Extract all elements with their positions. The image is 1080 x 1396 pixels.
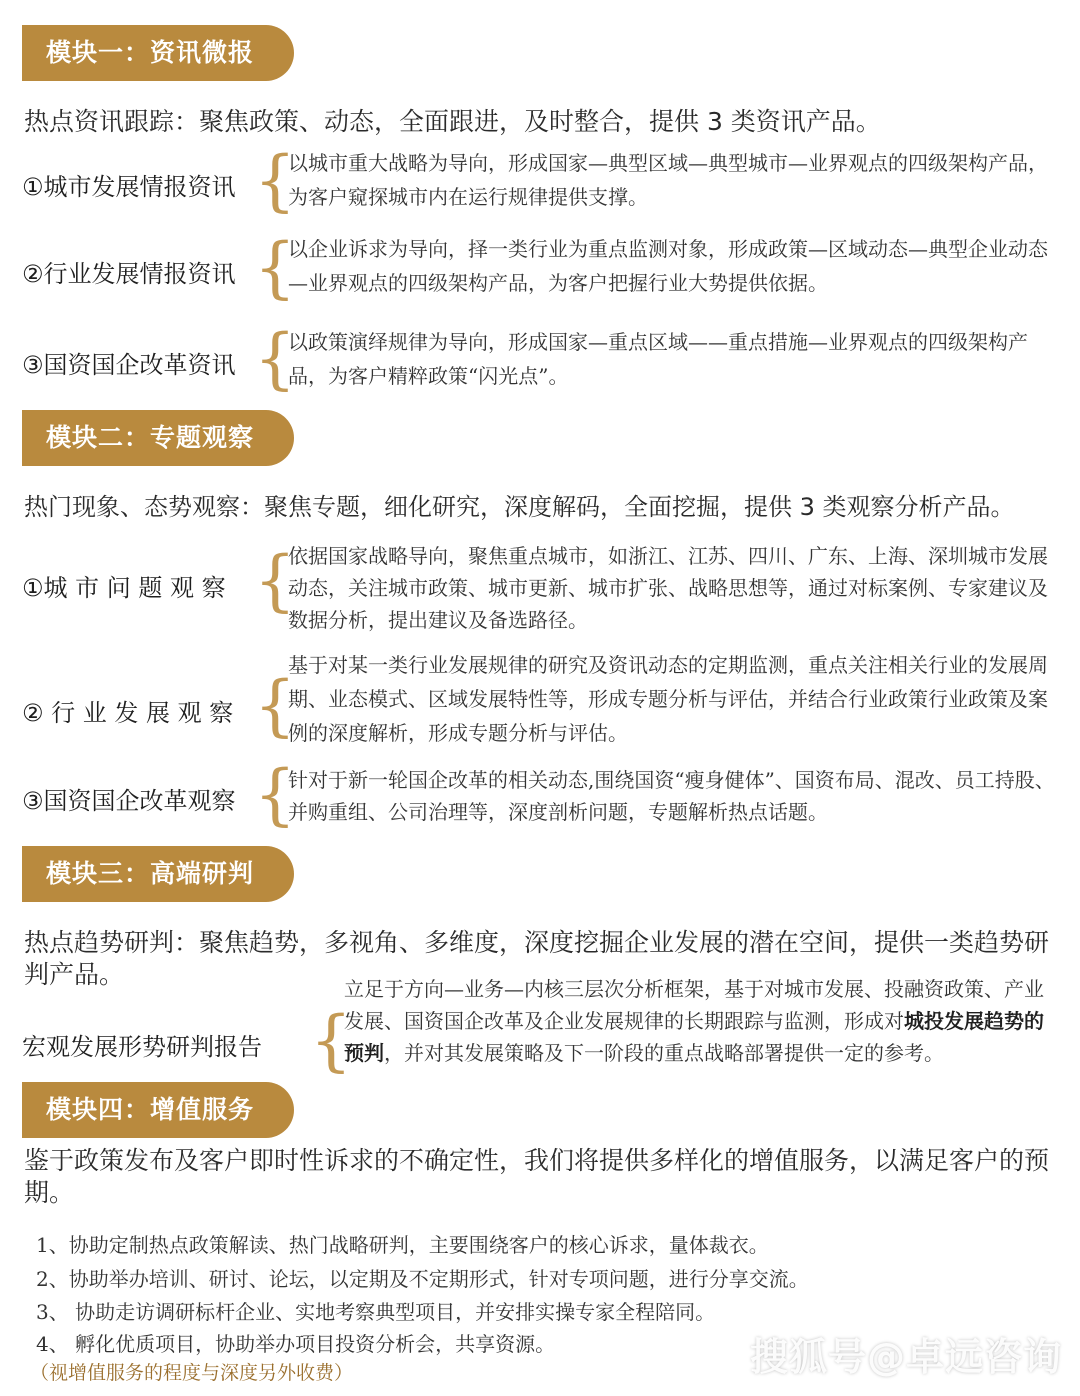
module-1-item-3-desc: 以政策演绎规律为导向，形成国家—重点区域——重点措施—业界观点的四级架构产品，为客户精粹政策“闪光点”。 bbox=[288, 330, 1028, 388]
module-2-item-1-label: ①城 市 问 题 观 察 bbox=[22, 574, 226, 602]
brace-icon: { bbox=[254, 320, 296, 397]
module-3-desc-part-1: 立足于方向—业务—内核三层次分析框架，基于对城市发展、投融资政策、产业发展、国资国企改革及企业发展规律的长期跟踪与监测，形成对 bbox=[344, 977, 1044, 1033]
module-3-desc-part-2: ，并对其发展策略及下一阶段的重点战略部署提供一定的参考。 bbox=[384, 1041, 944, 1065]
module-1-item-2-desc: 以企业诉求为导向，择一类行业为重点监测对象，形成政策—区域动态—典型企业动态—业界观点的四级架构产品，为客户把握行业大势提供依据。 bbox=[288, 237, 1048, 295]
brace-icon: { bbox=[254, 229, 296, 306]
watermark: 搜狐号@卓远咨询 bbox=[749, 1335, 1062, 1379]
module-1-item-1-desc: 以城市重大战略为导向，形成国家—典型区域—典型城市—业界观点的四级架构产品，为客户窥探城市内在运行规律提供支撑。 bbox=[288, 151, 1048, 209]
module-2-item-2-desc: 基于对某一类行业发展规律的研究及资讯动态的定期监测，重点关注相关行业的发展周期、业态模式、区域发展特性等，形成专题分析与评估，并结合行业政策行业政策及案例的深度解析，形成专题分析与评估。 bbox=[288, 653, 1048, 745]
module-2-item-1-desc: 依据国家战略导向，聚焦重点城市，如浙江、江苏、四川、广东、上海、深圳城市发展动态，关注城市政策、城市更新、城市扩张、战略思想等，通过对标案例、专家建议及数据分析，提出建议及备选路径。 bbox=[288, 544, 1048, 632]
module-1-item-1-label: ①城市发展情报资讯 bbox=[22, 173, 236, 201]
module-1-intro: 热点资讯跟踪：聚焦政策、动态，全面跟进，及时整合，提供 3 类资讯产品。 bbox=[24, 107, 881, 136]
brace-icon: { bbox=[310, 1002, 352, 1079]
service-item-1: 1、协助定制热点政策解读、热门战略研判，主要围绕客户的核心诉求，量体裁衣。 bbox=[36, 1233, 769, 1257]
brace-icon: { bbox=[254, 142, 296, 219]
module-4-tag: 模块四：增值服务 bbox=[22, 1082, 294, 1138]
module-2-intro: 热门现象、态势观察：聚焦专题，细化研究，深度解码，全面挖掘，提供 3 类观察分析产品。 bbox=[24, 493, 1015, 521]
module-1-tag: 模块一：资讯微报 bbox=[22, 25, 294, 81]
service-item-2: 2、协助举办培训、研讨、论坛，以定期及不定期形式，针对专项问题，进行分享交流。 bbox=[36, 1267, 809, 1291]
brace-icon: { bbox=[254, 542, 296, 619]
module-3-tag: 模块三：高端研判 bbox=[22, 846, 294, 902]
module-2-tag: 模块二：专题观察 bbox=[22, 410, 294, 466]
service-item-4: 4、 孵化优质项目，协助举办项目投资分析会，共享资源。 bbox=[36, 1332, 556, 1356]
module-2-item-3-label: ③国资国企改革观察 bbox=[22, 787, 236, 815]
module-4-intro: 鉴于政策发布及客户即时性诉求的不确定性，我们将提供多样化的增值服务，以满足客户的预期。 bbox=[24, 1146, 1050, 1207]
module-1-item-2-label: ②行业发展情报资讯 bbox=[22, 260, 236, 288]
module-2-item-3-desc: 针对于新一轮国企改革的相关动态,围绕国资“瘦身健体”、国资布局、混改、员工持股、并购重组、公司治理等，深度剖析问题，专题解析热点话题。 bbox=[288, 768, 1055, 824]
module-1-item-3-label: ③国资国企改革资讯 bbox=[22, 351, 236, 379]
module-3-intro: 热点趋势研判：聚焦趋势，多视角、多维度，深度挖掘企业发展的潜在空间，提供一类趋势研判产品。 bbox=[24, 928, 1050, 989]
brace-icon: { bbox=[254, 667, 296, 744]
module-3-desc-highlight: 城投发展趋势的预判 bbox=[344, 1009, 1044, 1065]
brace-icon: { bbox=[254, 756, 296, 833]
fee-note: （视增值服务的程度与深度另外收费） bbox=[30, 1362, 354, 1384]
service-item-3: 3、 协助走访调研标杆企业、实地考察典型项目，并安排实操专家全程陪同。 bbox=[36, 1300, 716, 1324]
module-3-item-1-label: 宏观发展形势研判报告 bbox=[22, 1033, 262, 1061]
module-2-item-2-label: ② 行 业 发 展 观 察 bbox=[22, 699, 234, 727]
module-3-item-1-desc bbox=[344, 973, 1044, 1069]
